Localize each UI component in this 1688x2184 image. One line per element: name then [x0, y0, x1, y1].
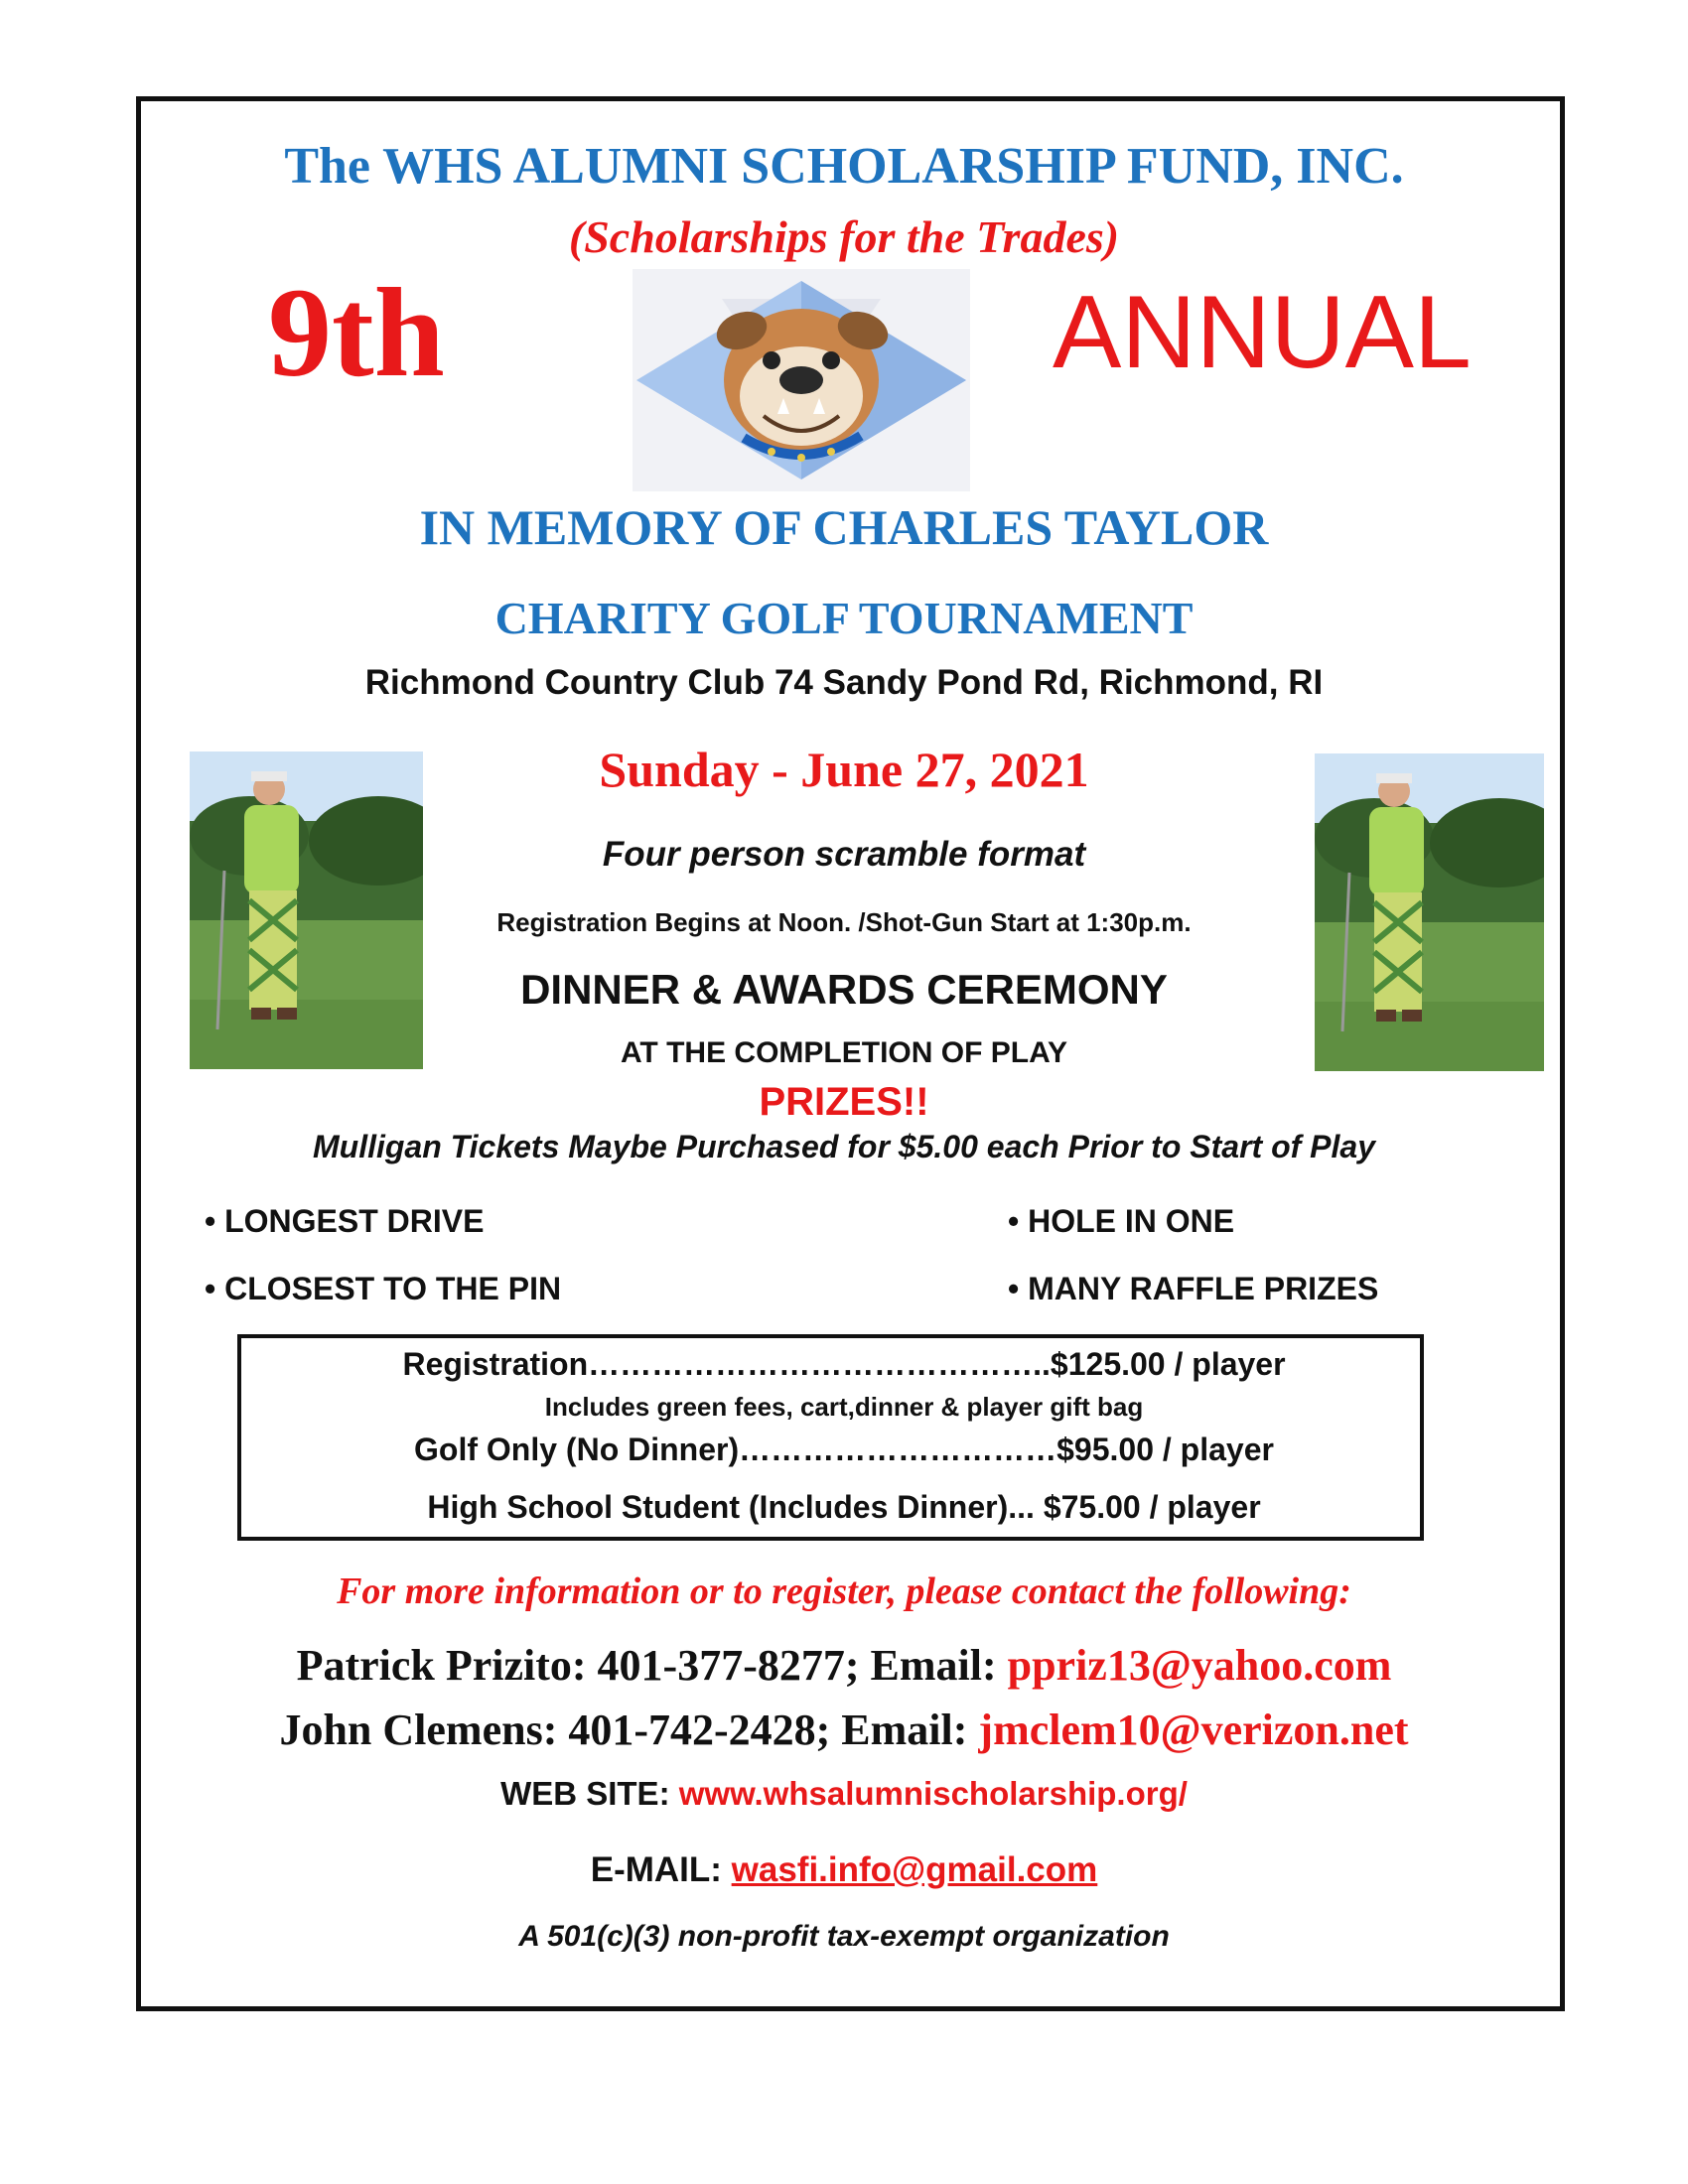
- event-name: CHARITY GOLF TOURNAMENT: [494, 593, 1194, 643]
- email-link[interactable]: wasfi.info@gmail.com: [731, 1850, 1098, 1889]
- prizes-heading: PRIZES!!: [759, 1080, 929, 1124]
- website: [0, 1775, 1688, 1813]
- email: [0, 1850, 1688, 1890]
- contact-patrick-email[interactable]: ppriz13@yahoo.com: [1007, 1641, 1392, 1690]
- website-link[interactable]: www.whsalumnischolarship.org/: [678, 1775, 1188, 1812]
- prize-item: • CLOSEST TO THE PIN: [205, 1271, 562, 1306]
- prize-label: LONGEST DRIVE: [224, 1203, 485, 1239]
- schedule: Registration Begins at Noon. /Shot-Gun Start at 1:30p.m.: [496, 907, 1192, 937]
- prize-item: • HOLE IN ONE: [1008, 1203, 1235, 1239]
- bulldog-logo: [633, 269, 970, 491]
- prize-label: HOLE IN ONE: [1028, 1203, 1235, 1239]
- price-registration: Registration……………………………………..$125.00 / player: [402, 1346, 1286, 1382]
- price-golf-only: Golf Only (No Dinner)…………………………$95.00 / player: [414, 1432, 1274, 1467]
- org-title: The WHS ALUMNI SCHOLARSHIP FUND, INC.: [284, 138, 1404, 195]
- contact-note: For more information or to register, please contact the following:: [337, 1570, 1351, 1612]
- golfer-photo-right: [1315, 753, 1544, 1071]
- website-label: WEB SITE:: [500, 1775, 679, 1812]
- annual-heading: ANNUAL: [1053, 275, 1472, 390]
- dinner-heading: DINNER & AWARDS CEREMONY: [520, 966, 1168, 1013]
- contact-john-email[interactable]: jmclem10@verizon.net: [978, 1706, 1409, 1754]
- ordinal-9th: 9th: [268, 262, 445, 403]
- format: Four person scramble format: [602, 835, 1086, 874]
- contact-john-label: John Clemens: 401-742-2428; Email:: [279, 1706, 979, 1754]
- venue: Richmond Country Club 74 Sandy Pond Rd, Richmond, RI: [364, 663, 1324, 702]
- event-date: Sunday - June 27, 2021: [599, 742, 1089, 797]
- contact-john: [0, 1705, 1688, 1755]
- mulligan-note: Mulligan Tickets Maybe Purchased for $5.00 each Prior to Start of Play: [313, 1129, 1375, 1164]
- price-registration-note: Includes green fees, cart,dinner & player gift bag: [544, 1392, 1144, 1422]
- prize-label: MANY RAFFLE PRIZES: [1028, 1271, 1379, 1306]
- memorial-heading: IN MEMORY OF CHARLES TAYLOR: [419, 499, 1269, 555]
- prize-item: • MANY RAFFLE PRIZES: [1008, 1271, 1379, 1306]
- golfer-photo-left: [190, 751, 423, 1069]
- email-label: E-MAIL:: [590, 1850, 732, 1889]
- contact-patrick-label: Patrick Prizito: 401-377-8277; Email:: [296, 1641, 1008, 1690]
- prize-item: • LONGEST DRIVE: [205, 1203, 485, 1239]
- prize-label: CLOSEST TO THE PIN: [224, 1271, 562, 1306]
- contact-patrick: [0, 1640, 1688, 1691]
- completion-note: AT THE COMPLETION OF PLAY: [620, 1036, 1067, 1069]
- subtitle: (Scholarships for the Trades): [568, 211, 1120, 262]
- nonprofit-note: A 501(c)(3) non-profit tax-exempt organization: [518, 1920, 1170, 1953]
- price-student: High School Student (Includes Dinner)... $75.00 / player: [427, 1489, 1261, 1525]
